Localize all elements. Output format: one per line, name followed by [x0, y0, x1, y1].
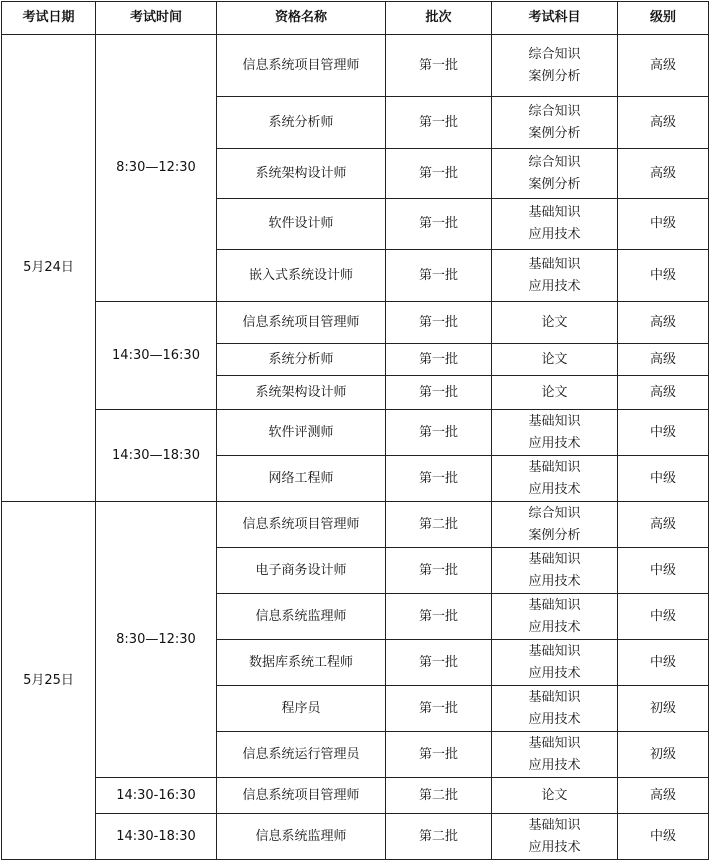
table-header	[2, 2, 709, 35]
batch-cell: 第一批	[386, 548, 492, 594]
batch-cell: 第一批	[386, 376, 492, 410]
batch-cell: 第一批	[386, 686, 492, 732]
level-cell: 高级	[618, 376, 709, 410]
level-cell: 中级	[618, 410, 709, 456]
header-row	[2, 2, 709, 35]
qualification-cell: 信息系统项目管理师	[217, 502, 386, 548]
qualification-cell: 嵌入式系统设计师	[217, 250, 386, 302]
qualification-cell: 系统分析师	[217, 344, 386, 376]
subject-cell: 综合知识 案例分析	[492, 502, 618, 548]
qualification-cell: 信息系统项目管理师	[217, 35, 386, 97]
exam-time-cell: 14:30-16:30	[96, 778, 217, 814]
exam-time-cell: 14:30—16:30	[96, 302, 217, 410]
subject-cell: 综合知识 案例分析	[492, 35, 618, 97]
qualification-cell: 信息系统运行管理员	[217, 732, 386, 778]
table-row	[2, 778, 709, 814]
level-cell: 中级	[618, 640, 709, 686]
subject-cell: 论文	[492, 778, 618, 814]
batch-cell: 第一批	[386, 250, 492, 302]
header-qualification: 资格名称	[217, 2, 386, 35]
level-cell: 高级	[618, 344, 709, 376]
subject-cell: 基础知识 应用技术	[492, 410, 618, 456]
subject-cell: 基础知识 应用技术	[492, 456, 618, 502]
qualification-cell: 信息系统项目管理师	[217, 778, 386, 814]
batch-cell: 第一批	[386, 640, 492, 686]
subject-cell: 论文	[492, 344, 618, 376]
table-row	[2, 410, 709, 456]
subject-cell: 综合知识 案例分析	[492, 97, 618, 149]
batch-cell: 第一批	[386, 456, 492, 502]
exam-time-cell: 8:30—12:30	[96, 35, 217, 302]
subject-cell: 基础知识 应用技术	[492, 732, 618, 778]
level-cell: 高级	[618, 502, 709, 548]
level-cell: 中级	[618, 814, 709, 860]
batch-cell: 第一批	[386, 594, 492, 640]
qualification-cell: 系统架构设计师	[217, 376, 386, 410]
batch-cell: 第二批	[386, 778, 492, 814]
subject-cell: 基础知识 应用技术	[492, 548, 618, 594]
qualification-cell: 程序员	[217, 686, 386, 732]
exam-date-cell: 5月25日	[2, 502, 96, 860]
batch-cell: 第一批	[386, 344, 492, 376]
subject-cell: 论文	[492, 376, 618, 410]
table-row	[2, 814, 709, 860]
header-exam-time: 考试时间	[96, 2, 217, 35]
qualification-cell: 信息系统项目管理师	[217, 302, 386, 344]
table-row	[2, 302, 709, 344]
level-cell: 高级	[618, 149, 709, 199]
level-cell: 中级	[618, 199, 709, 250]
header-exam-date: 考试日期	[2, 2, 96, 35]
subject-cell: 基础知识 应用技术	[492, 594, 618, 640]
subject-cell: 论文	[492, 302, 618, 344]
batch-cell: 第二批	[386, 502, 492, 548]
subject-cell: 基础知识 应用技术	[492, 814, 618, 860]
level-cell: 中级	[618, 250, 709, 302]
qualification-cell: 信息系统监理师	[217, 814, 386, 860]
level-cell: 中级	[618, 548, 709, 594]
level-cell: 高级	[618, 97, 709, 149]
batch-cell: 第一批	[386, 732, 492, 778]
batch-cell: 第一批	[386, 97, 492, 149]
exam-time-cell: 8:30—12:30	[96, 502, 217, 778]
subject-cell: 基础知识 应用技术	[492, 250, 618, 302]
qualification-cell: 数据库系统工程师	[217, 640, 386, 686]
subject-cell: 基础知识 应用技术	[492, 640, 618, 686]
header-batch: 批次	[386, 2, 492, 35]
table-body	[2, 35, 709, 860]
exam-date-cell: 5月24日	[2, 35, 96, 502]
batch-cell: 第一批	[386, 410, 492, 456]
level-cell: 高级	[618, 35, 709, 97]
qualification-cell: 系统分析师	[217, 97, 386, 149]
subject-cell: 基础知识 应用技术	[492, 199, 618, 250]
qualification-cell: 电子商务设计师	[217, 548, 386, 594]
exam-time-cell: 14:30—18:30	[96, 410, 217, 502]
level-cell: 高级	[618, 302, 709, 344]
qualification-cell: 网络工程师	[217, 456, 386, 502]
qualification-cell: 软件设计师	[217, 199, 386, 250]
level-cell: 初级	[618, 732, 709, 778]
qualification-cell: 软件评测师	[217, 410, 386, 456]
header-level: 级别	[618, 2, 709, 35]
table-row	[2, 35, 709, 97]
exam-time-cell: 14:30-18:30	[96, 814, 217, 860]
header-subject: 考试科目	[492, 2, 618, 35]
batch-cell: 第一批	[386, 35, 492, 97]
batch-cell: 第一批	[386, 302, 492, 344]
exam-schedule-table	[1, 1, 709, 860]
subject-cell: 基础知识 应用技术	[492, 686, 618, 732]
qualification-cell: 信息系统监理师	[217, 594, 386, 640]
batch-cell: 第二批	[386, 814, 492, 860]
level-cell: 中级	[618, 456, 709, 502]
batch-cell: 第一批	[386, 149, 492, 199]
qualification-cell: 系统架构设计师	[217, 149, 386, 199]
level-cell: 初级	[618, 686, 709, 732]
table-row	[2, 502, 709, 548]
subject-cell: 综合知识 案例分析	[492, 149, 618, 199]
level-cell: 中级	[618, 594, 709, 640]
level-cell: 高级	[618, 778, 709, 814]
batch-cell: 第一批	[386, 199, 492, 250]
